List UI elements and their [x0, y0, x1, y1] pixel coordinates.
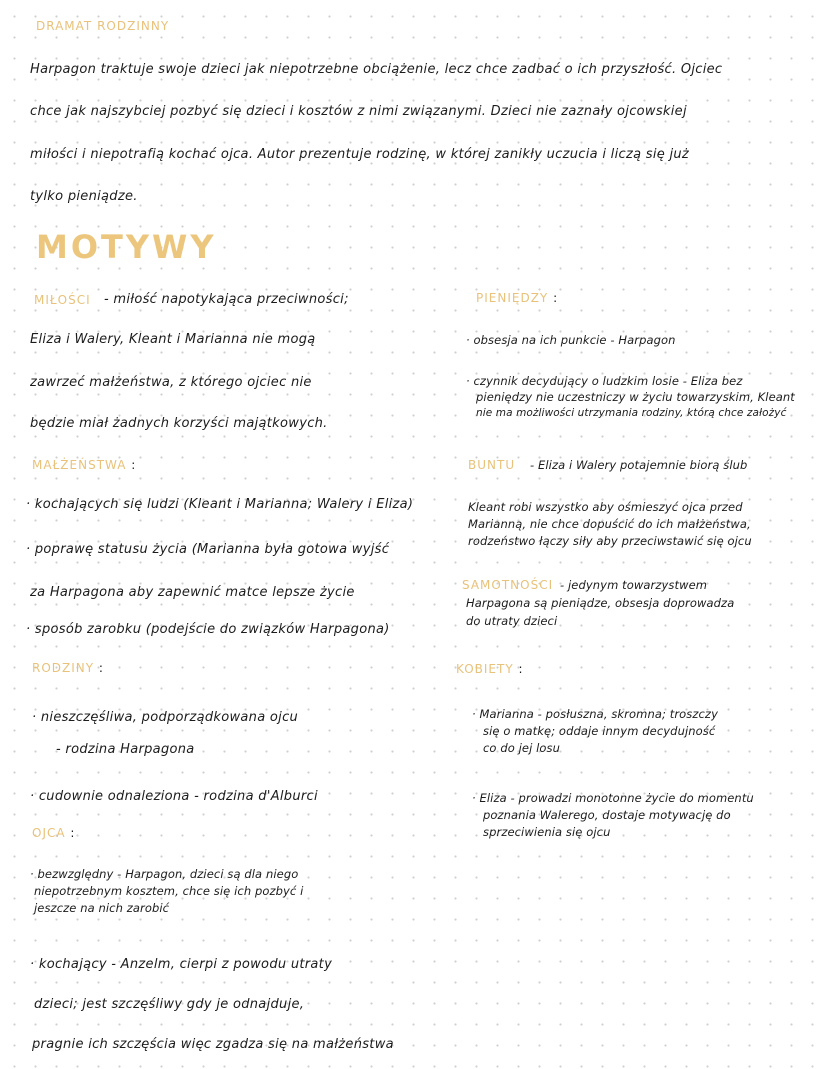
line: · cudownie odnaleziona - rodzina d'Alburci [30, 789, 318, 804]
line: · kochający - Anzelm, cierpi z powodu utraty [30, 957, 333, 972]
line: za Harpagona aby zapewnić matce lepsze życie [30, 585, 355, 600]
line: Kleant robi wszystko aby ośmieszyć ojca przed [468, 500, 743, 514]
line: - Eliza i Walery potajemnie biorą ślub [530, 458, 748, 472]
heading-kobiety: KOBIETY : [456, 662, 524, 676]
line: do utraty dzieci [466, 614, 558, 628]
line: · Marianna - posłuszna, skromna; troszczy [472, 707, 718, 721]
line: zawrzeć małżeństwa, z którego ojciec nie [30, 375, 312, 390]
line: Harpagona są pieniądze, obsesja doprowadza [466, 596, 735, 610]
heading-malzenstwa: MAŁŻEŃSTWA : [32, 458, 137, 472]
heading-label: BUNTU [468, 458, 516, 472]
line: jeszcze na nich zarobić [34, 901, 170, 915]
line: będzie miał żadnych korzyści majątkowych. [30, 416, 328, 431]
line: · bezwzględny - Harpagon, dzieci są dla niego [30, 867, 299, 881]
line: · obsesja na ich punkcie - Harpagon [466, 333, 676, 347]
line: niepotrzebnym kosztem, chce się ich pozbyć i [34, 884, 304, 898]
line: · kochających się ludzi (Kleant i Marianna; Walery i Eliza) [26, 497, 414, 512]
line: · czynnik decydujący o ludzkim losie - Eliza bez [466, 374, 743, 388]
line: dzieci; jest szczęśliwy gdy je odnajduje, [34, 997, 305, 1012]
line: Marianną, nie chce dopuścić do ich małżeństwa, [468, 517, 751, 531]
line: · sposób zarobku (podejście do związków Harpagona) [26, 622, 390, 637]
line: nie ma możliwości utrzymania rodziny, którą chce założyć [476, 407, 787, 419]
heading-ojca: OJCA : [32, 826, 76, 840]
line: sprzeciwienia się ojcu [483, 825, 611, 839]
line: - jedynym towarzystwem [560, 578, 708, 592]
heading-milosci [34, 292, 91, 308]
line: · Eliza - prowadzi monotonne życie do momentu [472, 791, 754, 805]
heading-samotnosci [462, 577, 553, 593]
line: · nieszczęśliwa, podporządkowana ojcu [32, 710, 299, 725]
line: co do jej losu [483, 741, 561, 755]
title-motywy: MOTYWY [36, 228, 217, 266]
intro-line: Harpagon traktuje swoje dzieci jak niepotrzebne obciążenie, lecz chce zadbać o ich przyszłość. Ojciec [30, 62, 723, 77]
line: pieniędzy nie uczestniczy w życiu towarzyskim, Kleant [476, 390, 795, 404]
line: rodzeństwo łączy siły aby przeciwstawić się ojcu [468, 534, 752, 548]
line: pragnie ich szczęścia więc zgadza się na małżeństwa [32, 1037, 394, 1052]
heading-pieniedzy: PIENIĘDZY : [476, 291, 559, 305]
heading-label: RODZINY [32, 661, 95, 675]
intro-line: miłości i niepotrafią kochać ojca. Autor prezentuje rodzinę, w której zanikły uczucia i liczą się już [30, 147, 690, 162]
line: · poprawę statusu życia (Marianna była gotowa wyjść [26, 542, 390, 557]
line: się o matkę; oddaje innym decydujność [483, 724, 716, 738]
heading-label: KOBIETY [456, 662, 514, 676]
heading-rodziny: RODZINY : [32, 661, 104, 675]
intro-line: tylko pieniądze. [30, 189, 138, 204]
heading-label: PIENIĘDZY [476, 291, 549, 305]
heading-label: MAŁŻEŃSTWA [32, 458, 127, 472]
line: - miłość napotykająca przeciwności; [104, 292, 349, 307]
heading-label: OJCA [32, 826, 66, 840]
heading-label: SAMOTNOŚCI [462, 578, 554, 592]
intro-line: chce jak najszybciej pozbyć się dzieci i kosztów z nimi związanymi. Dzieci nie zaznały ojcowskiej [30, 104, 687, 119]
heading-label: MIŁOŚCI [34, 293, 91, 307]
line: poznania Walerego, dostaje motywację do [483, 808, 731, 822]
line: Eliza i Walery, Kleant i Marianna nie mogą [30, 332, 316, 347]
header-dramat-rodzinny: DRAMAT RODZINNY [36, 19, 170, 33]
heading-buntu [468, 457, 515, 473]
line: - rodzina Harpagona [56, 742, 195, 757]
